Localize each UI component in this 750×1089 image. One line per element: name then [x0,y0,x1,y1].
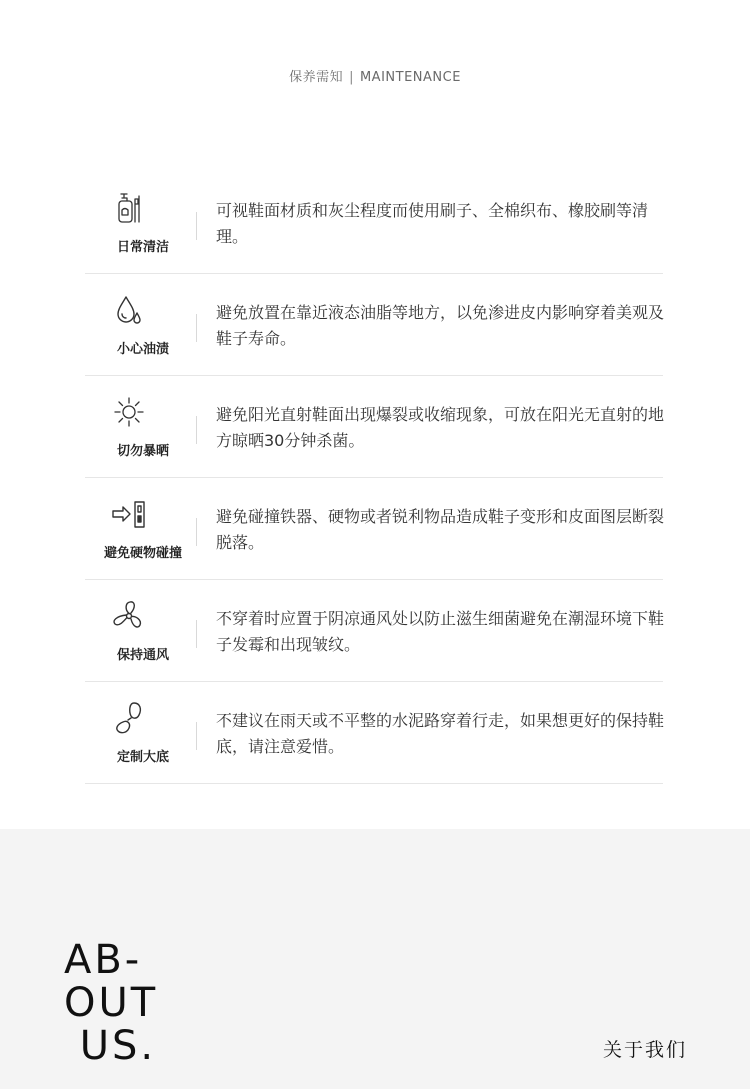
care-item-text: 不穿着时应置于阴凉通风处以防止滋生细菌避免在潮湿环境下鞋子发霉和出现皱纹。 [216,609,665,654]
divider [196,212,197,240]
oil-drop-icon [111,292,147,328]
care-item-text: 避免阳光直射鞋面出现爆裂或收缩现象，可放在阳光无直射的地方晾晒30分钟杀菌。 [216,405,665,450]
care-list [85,172,663,784]
about-us-logo [64,939,158,1068]
about-us-section [0,829,750,1089]
section-title [0,66,750,85]
care-item-label: 避免硬物碰撞 [103,546,182,561]
care-item-text: 不建议在雨天或不平整的水泥路穿着行走，如果想更好的保持鞋底，请注意爱惜。 [216,711,665,756]
about-us-logo-line: US. [64,1023,157,1069]
about-us-logo-line: OUT [64,980,159,1026]
care-item-label: 日常清洁 [116,240,169,255]
care-item-custom-sole [85,682,663,784]
section-title-en: MAINTENANCE [359,70,461,85]
about-us-title: 关于我们 [602,1039,687,1061]
care-item-text: 可视鞋面材质和灰尘程度而使用刷子、全棉织布、橡胶刷等清理。 [216,201,649,246]
care-item-label: 保持通风 [116,648,169,663]
care-item-daily-cleaning [85,172,663,274]
fan-icon [111,598,147,634]
care-item-text: 避免碰撞铁器、硬物或者锐利物品造成鞋子变形和皮面图层断裂脱落。 [216,507,665,552]
care-item-no-sun [85,376,663,478]
cleaning-bottle-icon [111,190,147,226]
care-item-label: 切勿暴晒 [116,444,169,459]
care-item-text: 避免放置在靠近液态油脂等地方，以免渗进皮内影响穿着美观及鞋子寿命。 [216,303,665,348]
divider [196,518,197,546]
divider [196,722,197,750]
section-title-cn: 保养需知 [289,70,344,85]
care-item-label: 小心油渍 [116,342,169,357]
care-item-avoid-collision [85,478,663,580]
care-item-ventilation [85,580,663,682]
collision-icon [111,496,147,532]
divider [196,620,197,648]
footprint-icon [111,700,147,736]
divider [196,416,197,444]
sun-icon [111,394,147,430]
about-us-logo-line: AB- [64,937,143,983]
divider [196,314,197,342]
care-item-oil-stains [85,274,663,376]
care-item-label: 定制大底 [116,750,169,765]
section-title-separator: | [349,70,354,85]
